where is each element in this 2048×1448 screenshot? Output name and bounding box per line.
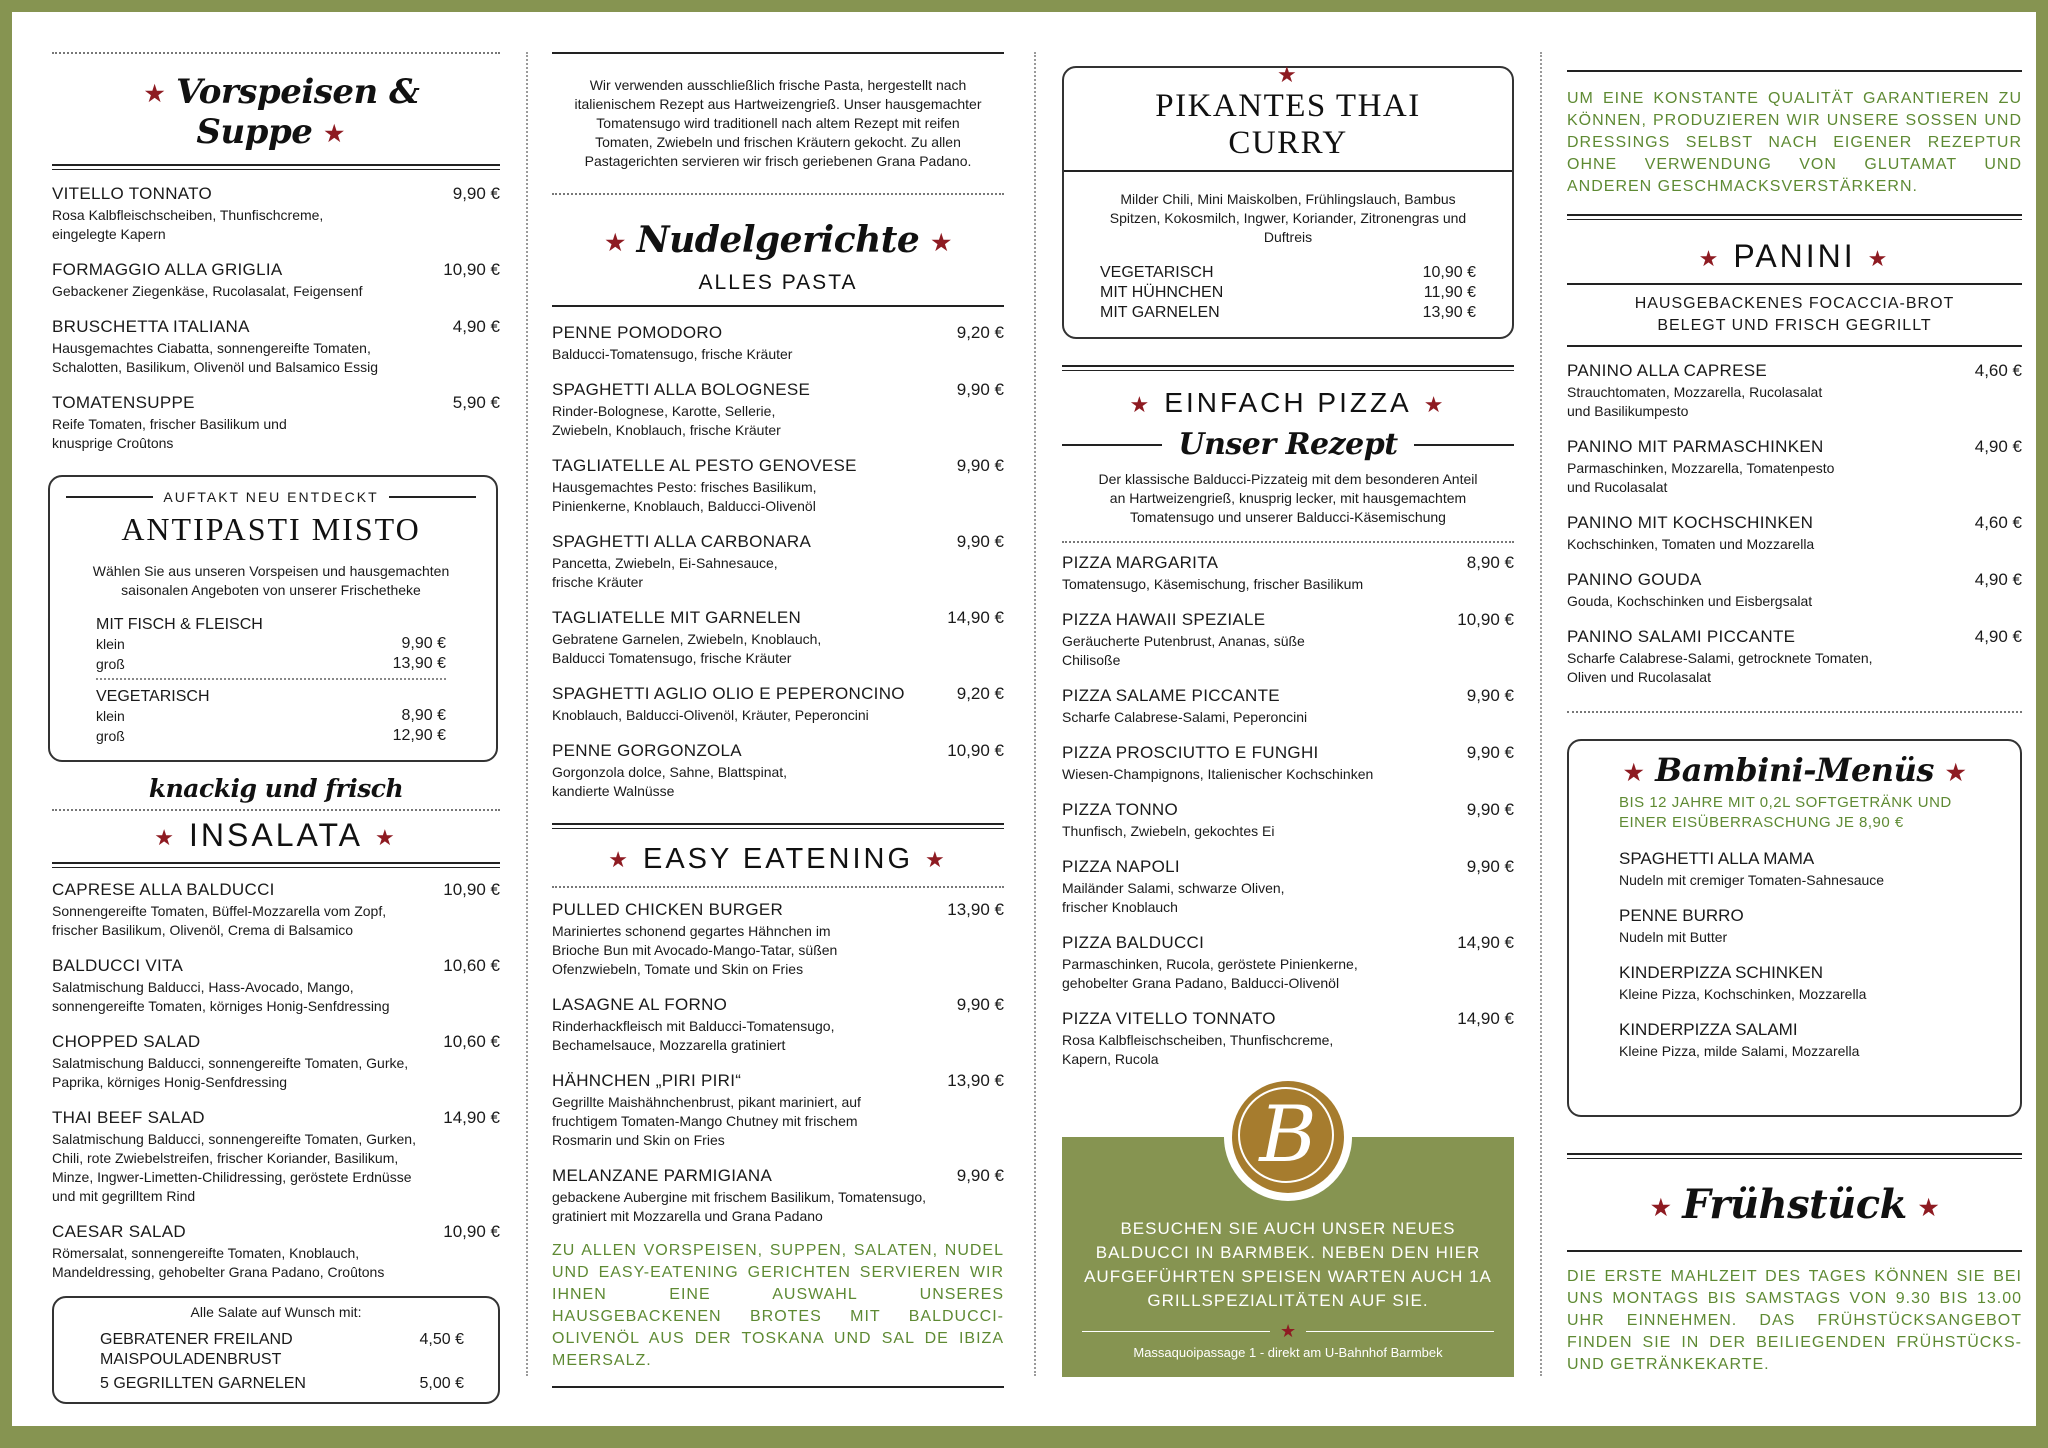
divider (1567, 70, 2022, 72)
pizza-heading: ★ EINFACH PIZZA ★ (1129, 387, 1447, 418)
menu-item: PIZZA MARGARITA 8,90 € Tomatensugo, Käsemischung, frischer Basilikum (1062, 553, 1514, 592)
divider (52, 862, 500, 868)
star-icon: ★ (144, 81, 164, 107)
fruehstueck-text: DIE ERSTE MAHLZEIT DES TAGES KÖNNEN SIE BEI UNS MONTAGS BIS SAMSTAGS VON 9.30 BIS 13.00 UHR EINNEHMEN. DAS FRÜHSTÜCKSANGEBOT FINDEN SIE IN DER BEILIEGENDEN FRÜHSTÜCKS- UND GETRÄNKEKARTE. (1567, 1268, 2022, 1373)
menu-item: CAESAR SALAD 10,90 € Römersalat, sonnengereifte Tomaten, Knoblauch, Mandeldressing, gehobelter Grana Padano, Croûtons (52, 1222, 500, 1280)
menu-item: PENNE GORGONZOLA 10,90 € Gorgonzola dolce, Sahne, Blattspinat, kandierte Walnüsse (552, 741, 1004, 799)
antipasti-group: VEGETARISCH klein 8,90 € groß 12,90 € (96, 688, 446, 744)
menu-item: FORMAGGIO ALLA GRIGLIA 10,90 € Gebackener Ziegenkäse, Rucolasalat, Feigensenf (52, 260, 500, 299)
menu-item: PIZZA TONNO 9,90 € Thunfisch, Zwiebeln, gekochtes Ei (1062, 800, 1514, 839)
divider (552, 1386, 1004, 1388)
menu-item: PIZZA HAWAII SPEZIALE 10,90 € Geräucherte Putenbrust, Ananas, süße Chilisoße (1062, 610, 1514, 668)
menu-item: PIZZA SALAME PICCANTE 9,90 € Scharfe Calabrese-Salami, Peperoncini (1062, 686, 1514, 725)
curry-prices: VEGETARISCH 10,90 € MIT HÜHNCHEN 11,90 € MIT GARNELEN 13,90 € (1100, 264, 1476, 321)
column-divider (1034, 52, 1036, 1376)
menu-item: TAGLIATELLE AL PESTO GENOVESE 9,90 € Hausgemachtes Pesto: frisches Basilikum, Pinienkerne, Knoblauch, Balducci-Olivenöl (552, 456, 1004, 514)
bambini-note: BIS 12 JAHRE MIT 0,2L SOFTGETRÄNK UND EINER EISÜBERRASCHUNG JE 8,90 € (1619, 794, 1952, 831)
divider (552, 823, 1004, 829)
divider (552, 886, 1004, 888)
menu-item: SPAGHETTI ALLA CARBONARA 9,90 € Pancetta, Zwiebeln, Ei-Sahnesauce, frische Kräuter (552, 532, 1004, 590)
star-icon: ★ (1129, 391, 1153, 417)
logo-ring (1224, 1073, 1352, 1201)
antipasti-kicker: AUFTAKT NEU ENTDECKT (66, 489, 476, 505)
divider (1567, 283, 2022, 285)
menu-item: TOMATENSUPPE 5,90 € Reife Tomaten, frischer Basilikum und knusprige Croûtons (52, 393, 500, 451)
menu-item: PIZZA BALDUCCI 14,90 € Parmaschinken, Rucola, geröstete Pinienkerne, gehobelter Grana Padano, Balducci-Olivenöl (1062, 933, 1514, 991)
star-icon: ★ (1867, 245, 1891, 271)
pizza-intro: Der klassische Balducci-Pizzateig mit dem besonderen Anteil an Hartweizengrieß, knusprig lecker, mit hausgemachtem Tomatensugo und unserer Balducci-Käsemischung (1098, 471, 1478, 525)
star-icon: ★ (374, 824, 398, 850)
column-divider (1540, 52, 1542, 1376)
star-icon: ★ (1650, 1195, 1671, 1221)
menu-item: CHOPPED SALAD 10,60 € Salatmischung Balducci, sonnengereifte Tomaten, Gurke, Paprika, körniges Honig-Senfdressing (52, 1032, 500, 1090)
panini-subheading: HAUSGEBACKENES FOCACCIA-BROT BELEGT UND FRISCH GEGRILLT (1634, 295, 1955, 334)
column-curry-pizza (1062, 52, 1514, 1386)
divider (1567, 214, 2022, 220)
star-icon: ★ (1918, 1195, 1939, 1221)
menu-item: KINDERPIZZA SCHINKEN Kleine Pizza, Kochschinken, Mozzarella (1619, 963, 1867, 1002)
menu-item: BRUSCHETTA ITALIANA 4,90 € Hausgemachtes Ciabatta, sonnengereifte Tomaten, Schalotten, Basilikum, Olivenöl und Balsamico Essig (52, 317, 500, 375)
insalata-list (52, 880, 500, 1282)
antipasti-title: ANTIPASTI MISTO (121, 511, 421, 547)
curry-box (1062, 62, 1514, 339)
divider (1062, 541, 1514, 543)
column-starters-salads (52, 52, 500, 1392)
divider (1064, 170, 1512, 172)
panini-heading: ★ PANINI ★ (1698, 238, 1891, 274)
column-panini-bambini (1567, 52, 2022, 1386)
menu-item: PANINO ALLA CAPRESE 4,60 € Strauchtomaten, Mozzarella, Rucolasalat und Basilikumpesto (1567, 361, 2022, 419)
menu-item: TAGLIATELLE MIT GARNELEN 14,90 € Gebratene Garnelen, Zwiebeln, Knoblauch, Balducci Tomatensugo, frische Kräuter (552, 608, 1004, 666)
column-pasta-easy (552, 52, 1004, 1386)
curry-desc: Milder Chili, Mini Maiskolben, Frühlingslauch, Bambus Spitzen, Kokosmilch, Ingwer, Koriander, Zitronengras und Duftreis (1109, 191, 1467, 245)
menu-item: PANINO MIT KOCHSCHINKEN 4,60 € Kochschinken, Tomaten und Mozzarella (1567, 513, 2022, 552)
pasta-intro: Wir verwenden ausschließlich frische Pasta, hergestellt nach italienischem Rezept aus Hartweizengrieß. Unser hausgemachter Tomatensugo wird traditionell nach altem Rezept mit reifen Tomaten, Zwiebeln und frischen Kräutern gekocht. Zu allen Pastagerichten servieren wir frisch geriebenen Grana Padano. (574, 77, 982, 169)
column-divider (526, 52, 528, 1376)
menu-item: SPAGHETTI AGLIO OLIO E PEPERONCINO 9,20 € Knoblauch, Balducci-Olivenöl, Kräuter, Peperoncini (552, 684, 1004, 723)
star-icon: ★ (1277, 62, 1297, 87)
star-icon: ★ (608, 847, 631, 873)
divider (52, 164, 500, 170)
insalata-kicker: knackig und frisch (148, 774, 404, 803)
divider (552, 52, 1004, 54)
divider (1567, 1153, 2022, 1159)
star-icon: ★ (1945, 759, 1966, 786)
divider (1567, 345, 2022, 347)
menu-item: PULLED CHICKEN BURGER 13,90 € Mariniertes schonend gegartes Hähnchen im Brioche Bun mit Avocado-Mango-Tatar, süßen Ofenzwiebeln, Tomate und Skin on Fries (552, 900, 1004, 977)
menu-item: KINDERPIZZA SALAMI Kleine Pizza, milde Salami, Mozzarella (1619, 1020, 1860, 1059)
divider (52, 52, 500, 54)
divider (52, 809, 500, 811)
menu-item: PENNE POMODORO 9,20 € Balducci-Tomatensugo, frische Kräuter (552, 323, 1004, 362)
star-icon: ★ (1623, 759, 1644, 786)
divider (96, 678, 446, 680)
antipasti-group: MIT FISCH & FLEISCH klein 9,90 € groß 13,90 € (96, 616, 446, 672)
easy-heading: ★ EASY EATENING ★ (608, 843, 948, 875)
pizza-list (1062, 553, 1514, 1069)
antipasti-box (48, 475, 498, 762)
insalata-heading: ★ INSALATA ★ (154, 817, 398, 853)
star-icon: ★ (605, 230, 625, 256)
menu-item: PENNE BURRO Nudeln mit Butter (1619, 906, 1744, 945)
divider (1062, 365, 1514, 371)
antipasti-intro: Wählen Sie aus unseren Vorspeisen und hausgemachten saisonalen Angeboten von unserer Frischetheke (92, 563, 450, 598)
vorspeisen-heading: ★ Vorspeisen & Suppe ★ (144, 72, 420, 152)
menu-item: BALDUCCI VITA 10,60 € Salatmischung Balducci, Hass-Avocado, Mango, sonnengereifte Tomaten, körniges Honig-Senfdressing (52, 956, 500, 1014)
menu-item: THAI BEEF SALAD 14,90 € Salatmischung Balducci, sonnengereifte Tomaten, Gurken, Chili, rote Zwiebelstreifen, frischer Koriander, Basilikum, Minze, Ingwer-Limetten-Chilidressing, geröstete Erdnüsse und mit gegrilltem Rind (52, 1108, 500, 1204)
menu-item: SPAGHETTI ALLA BOLOGNESE 9,90 € Rinder-Bolognese, Karotte, Sellerie, Zwiebeln, Knoblauch, frische Kräuter (552, 380, 1004, 438)
star-icon: ★ (1423, 391, 1447, 417)
curry-title: PIKANTES THAI CURRY (1155, 88, 1421, 161)
nudel-subheading: ALLES PASTA (698, 271, 858, 294)
panini-list (1567, 361, 2022, 687)
menu-item: PIZZA NAPOLI 9,90 € Mailänder Salami, schwarze Oliven, frischer Knoblauch (1062, 857, 1514, 915)
menu-item: PANINO SALAMI PICCANTE 4,90 € Scharfe Calabrese-Salami, getrocknete Tomaten, Oliven und Rucolasalat (1567, 627, 2022, 685)
menu-item: CAPRESE ALLA BALDUCCI 10,90 € Sonnengereifte Tomaten, Büffel-Mozzarella vom Zopf, frischer Basilikum, Olivenöl, Crema di Balsamico (52, 880, 500, 938)
star-icon: ★ (931, 230, 951, 256)
star-icon: ★ (324, 121, 344, 147)
star-icon: ★ (925, 847, 948, 873)
easy-list (552, 900, 1004, 1226)
menu-item: PIZZA VITELLO TONNATO 14,90 € Rosa Kalbfleischscheiben, Thunfischcreme, Kapern, Rucola (1062, 1009, 1514, 1067)
menu-item: VITELLO TONNATO 9,90 € Rosa Kalbfleischscheiben, Thunfischcreme, eingelegte Kapern (52, 184, 500, 242)
menu-item: PANINO GOUDA 4,90 € Gouda, Kochschinken und Eisbergsalat (1567, 570, 2022, 609)
balducci-logo: B (1259, 1090, 1317, 1180)
star-icon: ★ (1698, 245, 1722, 271)
salad-extras-box: Alle Salate auf Wunsch mit: GEBRATENER FREILAND MAISPOULADENBRUST 4,50 € 5 GEGRILLTEN GARNELEN 5,00 € (52, 1296, 500, 1404)
quality-note: UM EINE KONSTANTE QUALITÄT GARANTIEREN ZU KÖNNEN, PRODUZIEREN WIR UNSERE SOSSEN UND DRESSINGS SELBST NACH EIGENER REZEPTUR OHNE VERWENDUNG VON GLUTAMAT UND ANDEREN GESCHMACKSVERSTÄRKERN. (1567, 90, 2022, 195)
nudel-list (552, 323, 1004, 801)
vorspeisen-list (52, 184, 500, 453)
bread-note: ZU ALLEN VORSPEISEN, SUPPEN, SALATEN, NUDEL UND EASY-EATENING GERICHTEN SERVIEREN WIR IHNEN EINE AUSWAHL UNSERES HAUSGEBACKENEN BROTES MIT BALDUCCI-OLIVENÖL AUS DER TOSKANA UND SAL DE IBIZA MEERSALZ. (552, 1242, 1004, 1369)
pizza-subheading: Unser Rezept (1062, 427, 1514, 462)
fruehstueck-heading: ★ Frühstück ★ (1650, 1181, 1939, 1228)
menu-item: PANINO MIT PARMASCHINKEN 4,90 € Parmaschinken, Mozzarella, Tomatenpesto und Rucolasalat (1567, 437, 2022, 495)
menu-item: LASAGNE AL FORNO 9,90 € Rinderhackfleisch mit Balducci-Tomatensugo, Bechamelsauce, Mozzarella gratiniert (552, 995, 1004, 1053)
divider (552, 305, 1004, 307)
star-icon: ★ (154, 824, 178, 850)
divider (1567, 711, 2022, 713)
menu-item: SPAGHETTI ALLA MAMA Nudeln mit cremiger Tomaten-Sahnesauce (1619, 849, 1885, 888)
bambini-heading: ★ Bambini-Menüs ★ (1623, 751, 1966, 789)
promo-text: BESUCHEN SIE AUCH UNSER NEUES BALDUCCI IN BARMBEK. NEBEN DEN HIER AUFGEFÜHRTEN SPEISEN WARTEN AUCH 1A GRILLSPEZIALITÄTEN AUF SIE. (1084, 1219, 1492, 1310)
star-icon: ★ (1279, 1321, 1297, 1341)
promo-address: Massaquoipassage 1 - direkt am U-Bahnhof Barmbek (1133, 1345, 1443, 1360)
promo-divider (1082, 1321, 1494, 1342)
nudel-heading: ★ Nudelgerichte ★ (605, 219, 951, 261)
divider (552, 193, 1004, 195)
menu-item: HÄHNCHEN „PIRI PIRI“ 13,90 € Gegrillte Maishähnchenbrust, pikant mariniert, auf fruchtigem Tomaten-Mango Chutney mit frischem Rosmarin und Skin on Fries (552, 1071, 1004, 1148)
menu-item: PIZZA PROSCIUTTO E FUNGHI 9,90 € Wiesen-Champignons, Italienischer Kochschinken (1062, 743, 1514, 782)
menu-item: MELANZANE PARMIGIANA 9,90 € gebackene Aubergine mit frischem Basilikum, Tomatensugo, gratiniert mit Mozzarella und Grana Padano (552, 1166, 1004, 1224)
bambini-box (1567, 739, 2022, 1117)
divider (1567, 1250, 2022, 1252)
barmbek-promo (1062, 1090, 1514, 1377)
